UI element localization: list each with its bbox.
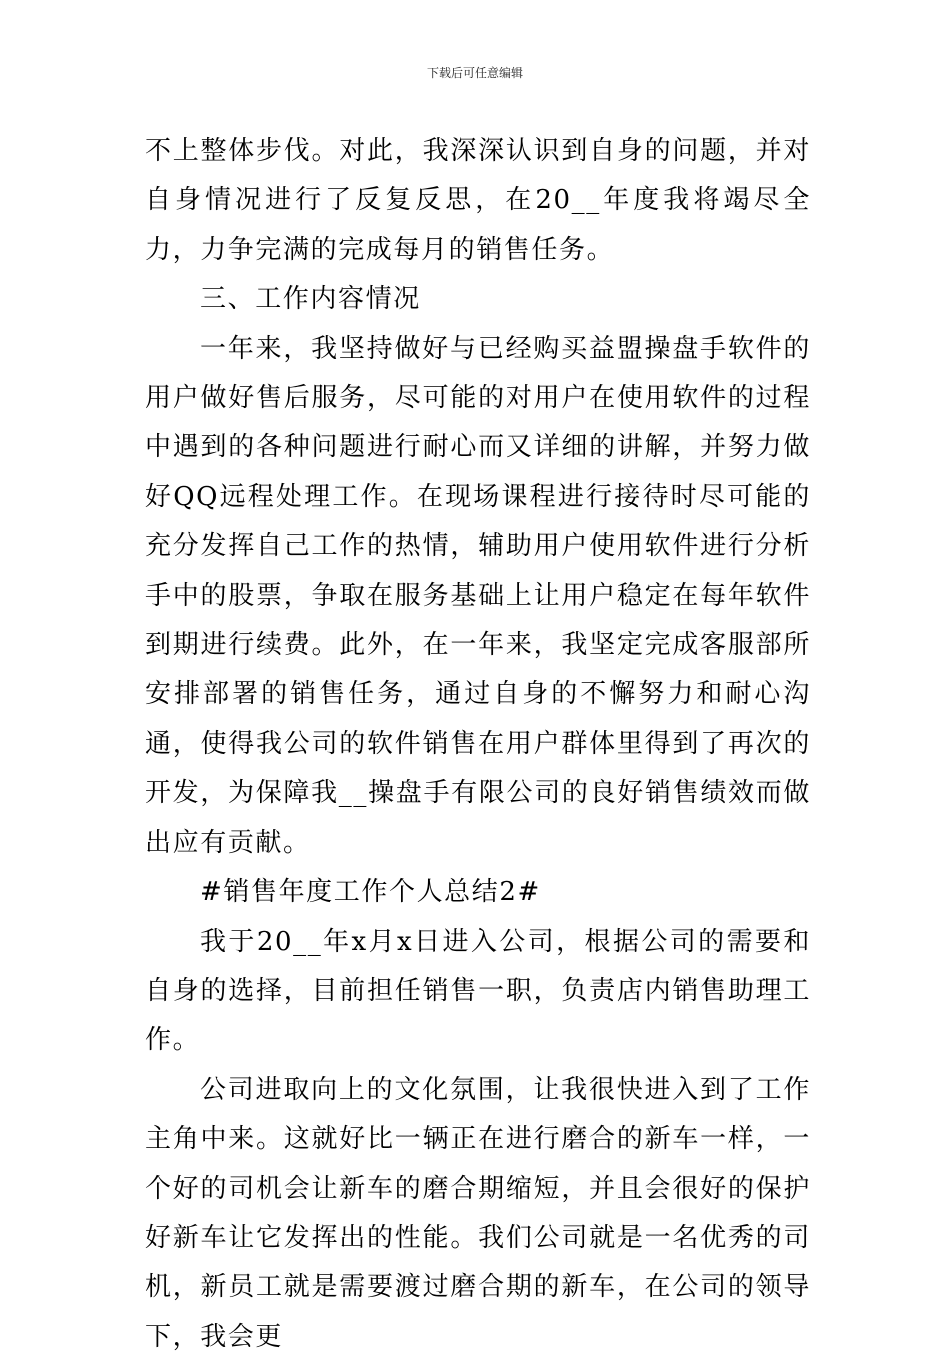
paragraph-5: 我于20__年x月x日进入公司，根据公司的需要和自身的选择，目前担任销售一职，负责店内销售助理工作。 [145,926,811,1056]
paragraph-3: 一年来，我坚持做好与已经购买益盟操盘手软件的用户做好售后服务，尽可能的对用户在使用软件的过程中遇到的各种问题进行耐心而又详细的讲解，并努力做好QQ远程处理工作。在现场课程进行接待时尽可能的充分发挥自己工作的热情，辅助用户使用软件进行分析手中的股票，争取在服务基础上让用户稳定在每年软件到期进行续费。此外，在一年来，我坚定完成客服部所安排部署的销售任务，通过自身的不懈努力和耐心沟通，使得我公司的软件销售在用户群体里得到了再次的开发，为保障我__操盘手有限公司的良好销售绩效而做出应有贡献。 [145,333,811,858]
section-heading-summary-2: #销售年度工作个人总结2# [200,877,541,908]
paragraph-6: 公司进取向上的文化氛围，让我很快进入到了工作主角中来。这就好比一辆正在进行磨合的新车一样，一个好的司机会让新车的磨合期缩短，并且会很好的保护好新车让它发挥出的性能。我们公司就是一名优秀的司机，新员工就是需要渡过磨合期的新车，在公司的领导下，我会更 [145,1074,811,1352]
paragraph-1: 不上整体步伐。对此，我深深认识到自身的问题，并对自身情况进行了反复反思，在20__年度我将竭尽全力，力争完满的完成每月的销售任务。 [145,136,811,265]
page-header: 下载后可任意编辑 [426,66,523,80]
section-heading-work-content: 三、工作内容情况 [200,284,421,315]
document-body [145,127,811,1362]
